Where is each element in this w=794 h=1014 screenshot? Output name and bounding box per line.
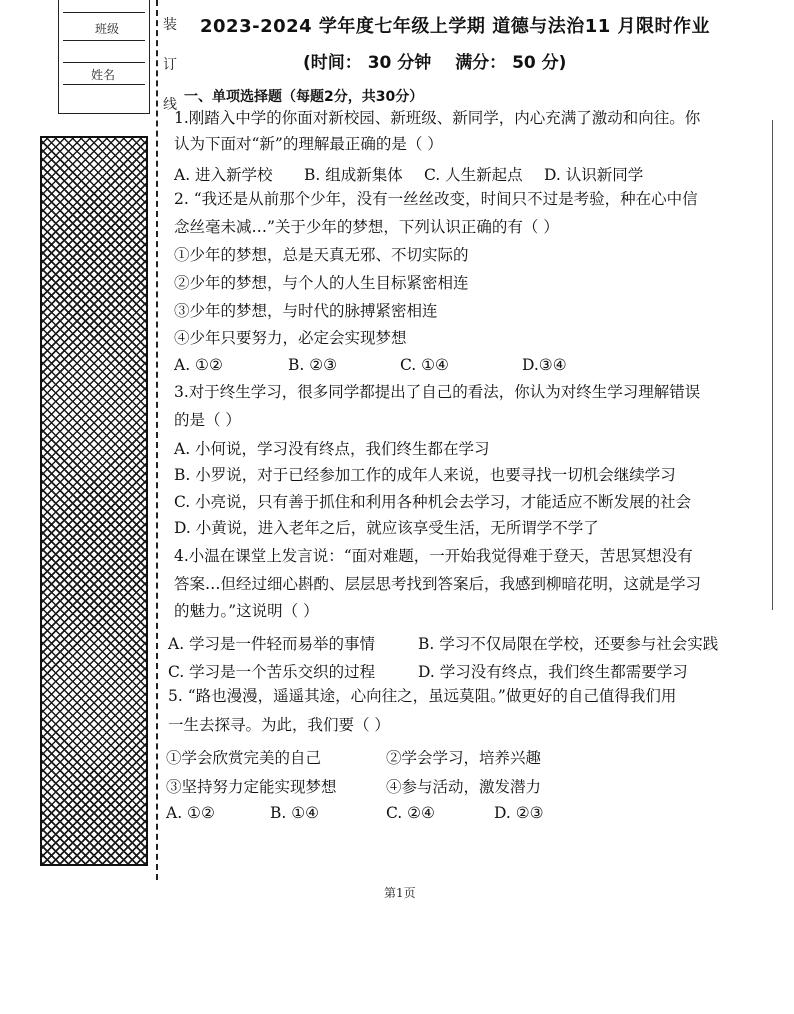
page-number: 第1页: [384, 886, 416, 900]
section-title: 一、单项选择题（每题2分，共30分）: [184, 89, 424, 105]
q4-options-row2: [168, 660, 688, 682]
q4-option-d: D. 学习没有终点，我们终生都需要学习: [418, 663, 688, 681]
binding-char-xian: 线: [163, 97, 177, 113]
q3-line: 3.对于终生学习，很多同学都提出了自己的看法，你认为对终生学习理解错误: [174, 383, 701, 401]
binding-char-ding: 订: [163, 57, 177, 73]
info-divider: [63, 62, 145, 63]
binding-char-zhuang: 装: [163, 17, 177, 33]
q2-option-a: A. ①②: [174, 356, 223, 374]
q4-line: 4.小温在课堂上发言说：“面对难题，一开始我觉得难于登天，苦思冥想没有: [174, 547, 693, 565]
q5-line: 5. “路也漫漫，遥遥其途，心向往之，虽远莫阻。”做更好的自己值得我们用: [168, 687, 677, 705]
exam-time: (时间： 30 分钟: [303, 53, 432, 73]
info-divider: [63, 12, 145, 13]
student-info-box: [58, 0, 150, 114]
q2-line: 念丝毫未减…”关于少年的梦想，下列认识正确的有（ ）: [174, 218, 559, 236]
info-divider: [63, 84, 145, 85]
q3-option-d: D. 小黄说，进入老年之后，就应该享受生活，无所谓学不学了: [174, 519, 599, 537]
q5-items-row2: [166, 775, 541, 797]
binding-dashed-line: [156, 0, 158, 880]
q5-option-a: A. ①②: [166, 804, 215, 822]
hatched-margin-block: [40, 136, 148, 866]
q4-option-a: A. 学习是一件轻而易举的事情: [168, 635, 376, 653]
q3-option-b: B. 小罗说，对于已经参加工作的成年人来说，也要寻找一切机会继续学习: [174, 466, 676, 484]
q4-line: 答案…但经过细心斟酌、层层思考找到答案后，我感到柳暗花明，这就是学习: [174, 575, 702, 593]
q1-line: 认为下面对“新”的理解最正确的是（ ）: [174, 135, 443, 153]
q3-option-a: A. 小何说，学习没有终点，我们终生都在学习: [174, 440, 490, 458]
q5-item: ③坚持努力定能实现梦想: [166, 778, 337, 796]
class-label: 班级: [95, 22, 120, 36]
q4-option-b: B. 学习不仅局限在学校，还要参与社会实践: [418, 635, 719, 653]
q2-item: ④少年只要努力，必定会实现梦想: [174, 329, 407, 347]
page-title: 2023-2024 学年度七年级上学期 道德与法治11 月限时作业: [200, 16, 711, 37]
q5-option-d: D. ②③: [494, 804, 544, 822]
q1-option-d: D. 认识新同学: [544, 166, 644, 184]
q1-line: 1.刚踏入中学的你面对新校园、新班级、新同学，内心充满了激动和向往。你: [174, 109, 701, 127]
q2-item: ②少年的梦想，与个人的人生目标紧密相连: [174, 274, 469, 292]
q2-option-c: C. ①④: [400, 356, 449, 374]
q2-item: ③少年的梦想，与时代的脉搏紧密相连: [174, 302, 438, 320]
q5-line: 一生去探寻。为此，我们要（ ）: [168, 716, 390, 734]
q4-option-c: C. 学习是一个苦乐交织的过程: [168, 663, 376, 681]
q5-options: [166, 804, 544, 822]
q3-line: 的是（ ）: [174, 411, 241, 429]
q2-item: ①少年的梦想，总是天真无邪、不切实际的: [174, 246, 469, 264]
q3-option-c: C. 小亮说，只有善于抓住和利用各种机会去学习，才能适应不断发展的社会: [174, 493, 692, 511]
info-divider: [63, 40, 145, 41]
q1-options: [174, 163, 643, 185]
q4-options-row1: [168, 632, 718, 654]
q2-options: [174, 356, 567, 374]
exam-meta: [303, 48, 723, 73]
q5-item: ①学会欣赏完美的自己: [166, 749, 322, 767]
q2-line: 2. “我还是从前那个少年，没有一丝丝改变，时间只不过是考验，种在心中信: [174, 190, 698, 208]
page-right-edge: [772, 120, 773, 610]
q5-option-b: B. ①④: [270, 804, 320, 822]
exam-score: 满分： 50 分): [455, 53, 567, 73]
name-label: 姓名: [91, 68, 116, 82]
q5-item: ④参与活动，激发潜力: [386, 778, 542, 796]
q5-option-c: C. ②④: [386, 804, 435, 822]
q1-option-c: C. 人生新起点: [424, 166, 523, 184]
q2-option-b: B. ②③: [288, 356, 338, 374]
q1-option-b: B. 组成新集体: [304, 166, 403, 184]
q1-option-a: A. 进入新学校: [174, 166, 273, 184]
q5-item: ②学会学习，培养兴趣: [386, 749, 542, 767]
q5-items-row1: [166, 746, 541, 768]
q4-line: 的魅力。”这说明（ ）: [174, 602, 319, 620]
q2-option-d: D.③④: [522, 356, 567, 374]
